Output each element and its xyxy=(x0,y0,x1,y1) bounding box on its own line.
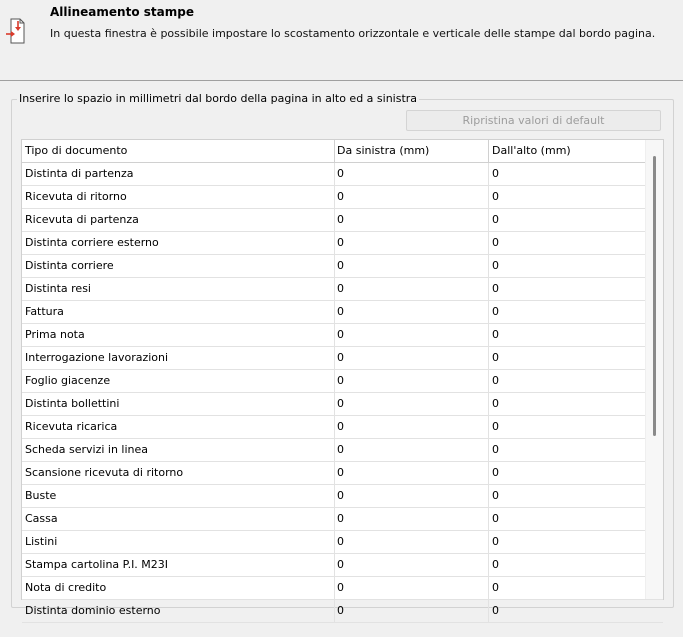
cell-da-sinistra[interactable]: 0 xyxy=(334,278,489,300)
table-body xyxy=(22,163,663,623)
table-row[interactable] xyxy=(22,232,663,255)
vertical-scrollbar[interactable] xyxy=(645,140,663,599)
cell-tipo-documento: Distinta corriere xyxy=(22,255,335,277)
cell-dall-alto[interactable]: 0 xyxy=(492,466,499,479)
table-row[interactable] xyxy=(22,163,663,186)
cell-dall-alto[interactable]: 0 xyxy=(492,236,499,249)
cell-tipo-documento: Distinta resi xyxy=(22,278,335,300)
cell-dall-alto[interactable]: 0 xyxy=(492,604,499,617)
header-panel xyxy=(0,0,683,81)
cell-tipo-documento: Foglio giacenze xyxy=(22,370,335,392)
table-row[interactable] xyxy=(22,485,663,508)
cell-dall-alto[interactable]: 0 xyxy=(492,213,499,226)
table-row[interactable] xyxy=(22,278,663,301)
column-header-alto[interactable]: Dall'alto (mm) xyxy=(492,144,571,157)
table-row[interactable] xyxy=(22,416,663,439)
cell-dall-alto[interactable]: 0 xyxy=(492,512,499,525)
cell-da-sinistra[interactable]: 0 xyxy=(334,554,489,576)
document-arrow-icon xyxy=(6,16,26,46)
groupbox-legend: Inserire lo spazio in millimetri dal bordo della pagina in alto ed a sinistra xyxy=(19,92,418,105)
reset-defaults-button[interactable]: Ripristina valori di default xyxy=(406,110,661,131)
cell-tipo-documento: Distinta bollettini xyxy=(22,393,335,415)
table-row[interactable] xyxy=(22,209,663,232)
cell-tipo-documento: Scheda servizi in linea xyxy=(22,439,335,461)
cell-da-sinistra[interactable]: 0 xyxy=(334,508,489,530)
table-row[interactable] xyxy=(22,531,663,554)
cell-da-sinistra[interactable]: 0 xyxy=(334,439,489,461)
table-row[interactable] xyxy=(22,600,663,623)
table-row[interactable] xyxy=(22,186,663,209)
table-row[interactable] xyxy=(22,462,663,485)
cell-tipo-documento: Nota di credito xyxy=(22,577,335,599)
cell-tipo-documento: Distinta dominio esterno xyxy=(22,600,335,622)
cell-da-sinistra[interactable]: 0 xyxy=(334,301,489,323)
cell-tipo-documento: Scansione ricevuta di ritorno xyxy=(22,462,335,484)
cell-dall-alto[interactable]: 0 xyxy=(492,351,499,364)
cell-tipo-documento: Ricevuta ricarica xyxy=(22,416,335,438)
cell-dall-alto[interactable]: 0 xyxy=(492,489,499,502)
table-header xyxy=(22,140,663,163)
cell-dall-alto[interactable]: 0 xyxy=(492,535,499,548)
cell-dall-alto[interactable]: 0 xyxy=(492,282,499,295)
cell-dall-alto[interactable]: 0 xyxy=(492,328,499,341)
cell-da-sinistra[interactable]: 0 xyxy=(334,600,489,622)
cell-da-sinistra[interactable]: 0 xyxy=(334,370,489,392)
cell-tipo-documento: Stampa cartolina P.I. M23I xyxy=(22,554,335,576)
table-row[interactable] xyxy=(22,508,663,531)
table-row[interactable] xyxy=(22,577,663,600)
cell-tipo-documento: Ricevuta di ritorno xyxy=(22,186,335,208)
cell-dall-alto[interactable]: 0 xyxy=(492,305,499,318)
cell-dall-alto[interactable]: 0 xyxy=(492,420,499,433)
cell-tipo-documento: Listini xyxy=(22,531,335,553)
cell-tipo-documento: Fattura xyxy=(22,301,335,323)
cell-tipo-documento: Distinta corriere esterno xyxy=(22,232,335,254)
table-row[interactable] xyxy=(22,255,663,278)
table-row[interactable] xyxy=(22,324,663,347)
cell-tipo-documento: Prima nota xyxy=(22,324,335,346)
cell-da-sinistra[interactable]: 0 xyxy=(334,393,489,415)
cell-tipo-documento: Distinta di partenza xyxy=(22,163,335,185)
cell-dall-alto[interactable]: 0 xyxy=(492,167,499,180)
cell-dall-alto[interactable]: 0 xyxy=(492,190,499,203)
cell-dall-alto[interactable]: 0 xyxy=(492,558,499,571)
cell-tipo-documento: Ricevuta di partenza xyxy=(22,209,335,231)
page-title: Allineamento stampe xyxy=(50,5,194,19)
print-margins-table xyxy=(21,139,664,617)
page-description: In questa finestra è possibile impostare lo scostamento orizzontale e verticale delle stampe dal bordo pagina. xyxy=(50,27,656,40)
cell-da-sinistra[interactable]: 0 xyxy=(334,347,489,369)
table-row[interactable] xyxy=(22,301,663,324)
table-row[interactable] xyxy=(22,347,663,370)
table-row[interactable] xyxy=(22,370,663,393)
cell-dall-alto[interactable]: 0 xyxy=(492,397,499,410)
cell-tipo-documento: Interrogazione lavorazioni xyxy=(22,347,335,369)
cell-dall-alto[interactable]: 0 xyxy=(492,374,499,387)
cell-tipo-documento: Buste xyxy=(22,485,335,507)
column-header-sinistra[interactable]: Da sinistra (mm) xyxy=(334,140,489,162)
cell-da-sinistra[interactable]: 0 xyxy=(334,462,489,484)
cell-da-sinistra[interactable]: 0 xyxy=(334,485,489,507)
cell-dall-alto[interactable]: 0 xyxy=(492,443,499,456)
scrollbar-thumb[interactable] xyxy=(653,156,656,436)
cell-da-sinistra[interactable]: 0 xyxy=(334,577,489,599)
table-row[interactable] xyxy=(22,439,663,462)
cell-da-sinistra[interactable]: 0 xyxy=(334,209,489,231)
cell-da-sinistra[interactable]: 0 xyxy=(334,163,489,185)
cell-da-sinistra[interactable]: 0 xyxy=(334,324,489,346)
column-header-tipo[interactable]: Tipo di documento xyxy=(22,140,335,162)
cell-tipo-documento: Cassa xyxy=(22,508,335,530)
cell-dall-alto[interactable]: 0 xyxy=(492,259,499,272)
cell-dall-alto[interactable]: 0 xyxy=(492,581,499,594)
table-row[interactable] xyxy=(22,554,663,577)
cell-da-sinistra[interactable]: 0 xyxy=(334,531,489,553)
table-row[interactable] xyxy=(22,393,663,416)
cell-da-sinistra[interactable]: 0 xyxy=(334,416,489,438)
cell-da-sinistra[interactable]: 0 xyxy=(334,255,489,277)
cell-da-sinistra[interactable]: 0 xyxy=(334,232,489,254)
cell-da-sinistra[interactable]: 0 xyxy=(334,186,489,208)
